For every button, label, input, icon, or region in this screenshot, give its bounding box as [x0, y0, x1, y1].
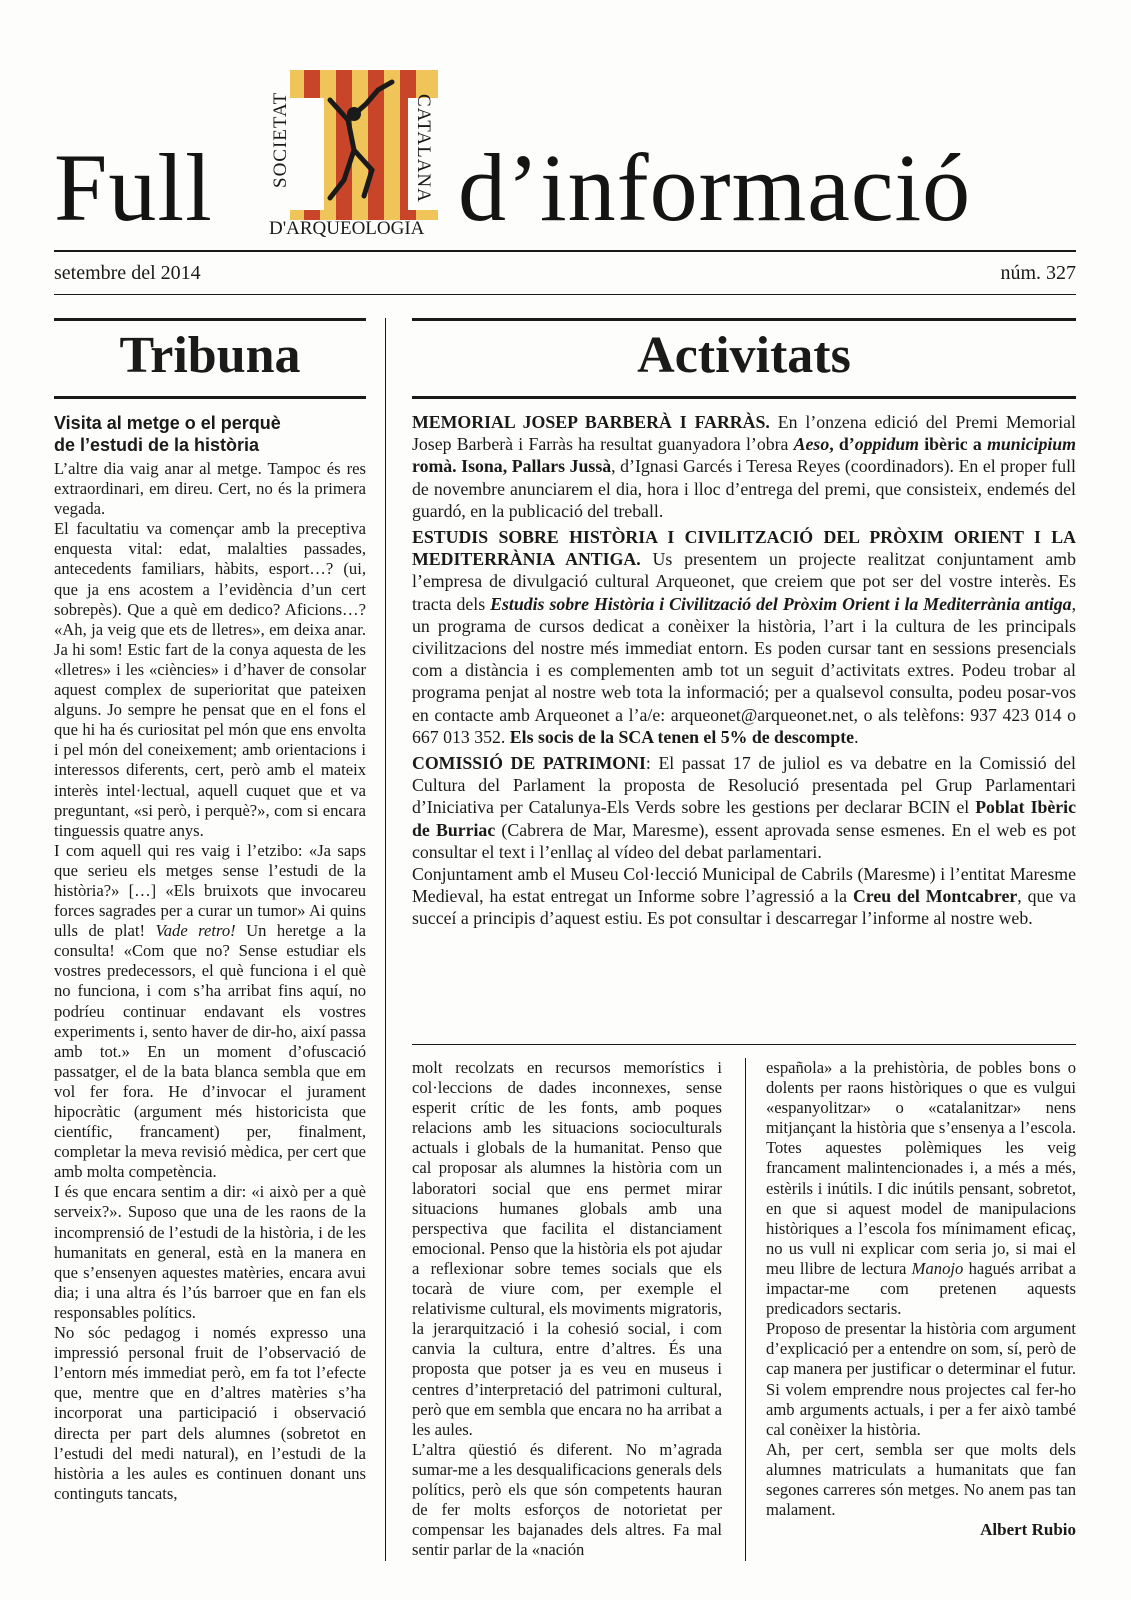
paragraph: El facultatiu va començar amb la preceptiva enquesta vital: edat, malalties passades, antecedents familiars, hàbits, esport…? (ui, que ja ens acostem a l’evidència d’un cert sobrepès). Que a què em dedico? Aficions…? «Ah, ja veig que ets de lletres», em deixa anar. Ja hi som! Estic fart de la conya aquesta de les «lletres» i les «ciències» i d’haver de consolar aquest complex de superioritat que pateixen alguns. Jo sempre he pensat que en el fons el que hi ha és curiositat pel món que ens envolta i pel món del coneixement; amb orientacions i interessos diferents, cert, però amb el mateix interès intel·lectual, aquell cuquet que et va preguntant, «si però, i perquè?», com si encara tinguessis quatre anys. — [54, 519, 366, 840]
paragraph: I és que encara sentim a dir: «i això per a què serveix?». Suposo que una de les raons de la incomprensió de l’estudi de la història, i de les humanitats en general, està en la manera en que s’ensenyen aquestes matèries, encara avui dia; i una altra és l’ús barroer que en fan els responsables polítics. — [54, 1182, 366, 1322]
logo-text-left: SOCIETAT — [270, 91, 291, 188]
activity-estudis: ESTUDIS SOBRE HISTÒRIA I CIVILITZACIÓ DEL PRÒXIM ORIENT I LA MEDITERRÀNIA ANTIGA. Us presentem un projecte realitzat conjuntament amb l’empresa de divulgació cultural Arqueonet, que creiem que pot ser del vostre interès. Es tracta dels Estudis sobre Història i Civilització del Pròxim Orient i la Mediterrània antiga, un programa de cursos dedicat a conèixer la història, l’art i la cultura de les principals civilitzacions del nostre més immediat entorn. Es poden cursar tant en sessions presencials com a distància i es complementen amb tot un seguit d’activitats extres. Podeu trobar al programa penjat al nostre web tota la informació; per a qualsevol consulta, podeu posar-vos en contacte amb Arqueonet a l’a/e: arqueonet@arqueonet.net, o als telèfons: 937 423 014 o 667 013 352. Els socis de la SCA tenen el 5% de descompte. — [412, 527, 1077, 747]
article-title-line-2: de l’estudi de la història — [54, 435, 260, 455]
issue-number: núm. 327 — [1000, 262, 1076, 284]
masthead-title-left: Full — [54, 134, 213, 241]
activitats-section-title: Activitats — [637, 327, 851, 384]
author-signature: Albert Rubio — [980, 1520, 1076, 1540]
logo-text-bottom: D'ARQUEOLOGIA — [269, 218, 425, 238]
column-divider-2 — [745, 1058, 746, 1561]
paragraph: Proposo de presentar la història com argument d’explicació per a entendre on som, sí, però de cap manera per justificar o determinar el futur. Si volem emprendre nous projectes cal fer-ho amb arguments actuals, i per a fer això també cal conèixer la història. — [766, 1319, 1076, 1439]
paragraph: L’altra qüestió és diferent. No m’agrada sumar-me a les desqualificacions generals dels polítics, però els que són competents hauran de fer molts esforços de notorietat per compensar les bajanades dels altres. Fa mal sentir parlar de la «nación — [412, 1439, 722, 1560]
activity-memorial: MEMORIAL JOSEP BARBERÀ I FARRÀS. En l’onzena edició del Premi Memorial Josep Barberà i Farràs ha resultat guanyadora l’obra Aeso, d’oppidum ibèric a municipium romà. Isona, Pallars Jussà, d’Ignasi Garcés i Teresa Reyes (coordinadors). En el proper full de novembre anunciarem el dia, hora i lloc d’entrega del premi, que consisteix, endemés del guardó, en la publicació del treball. — [412, 412, 1076, 521]
activity-montcabrer: Conjuntament amb el Museu Col·lecció Municipal de Cabrils (Maresme) i l’entitat Maresme Medieval, ha estat entregat un Informe sobre l’agressió a la Creu del Montcabrer, que va succeí a principis d’aquest estiu. Es pot consultar i descarregar l’informe al nostre web. — [412, 864, 1076, 929]
tribuna-rule-bottom — [54, 396, 366, 399]
masthead-rule-top — [54, 250, 1076, 252]
activitats-rule-bottom — [412, 396, 1076, 399]
column-divider — [385, 318, 386, 1561]
tribuna-section-title: Tribuna — [119, 327, 301, 384]
paragraph: Ah, per cert, sembla ser que molts dels alumnes matriculats a humanitats que fan segones carreres són metges. No anem pas tan malament. — [766, 1439, 1076, 1520]
tribuna-column-3 — [766, 1058, 1076, 1540]
sca-logo — [268, 70, 446, 238]
article-title-line-1: Visita al metge o el perquè — [54, 413, 281, 433]
activitats-rule-top — [412, 318, 1076, 321]
tribuna-column-2 — [412, 1058, 722, 1560]
masthead-rule-bottom — [54, 294, 1076, 295]
issue-date: setembre del 2014 — [54, 262, 201, 284]
paragraph: molt recolzats en recursos memorístics i col·leccions de dades inconnexes, sense esperit crític de les fonts, amb poques relacions amb les situacions socioculturals actuals i globals de la humanitat. Penso que cal proposar als alumnes la història com un laboratori social que ens permet mirar situacions humanes globals amb una perspectiva que facilita el distanciament emocional. Penso que la història els pot ajudar a reflexionar sobre temes socials que els tocarà de viure com, per exemple el relativisme cultural, els moviments migratoris, la jerarquització i la cohesió social, i com canvia la cultura, entre d’altres. És una proposta que potser ja es veu en museus i centres d’interpretació del patrimoni cultural, però que em sembla que encara no ha arribat a les aules. — [412, 1058, 722, 1439]
activitats-end-rule — [412, 1044, 1076, 1045]
paragraph: No sóc pedagog i només expresso una impressió personal fruit de l’observació de l’entorn més immediat però, em fa tot l’efecte que, mentre que en d’altres matèries s’ha incorporat una participació i observació directa per part dels alumnes (sobretot en l’estudi del medi natural), en l’estudi de la història a les aules es continuen donant uns continguts tancats, — [54, 1323, 366, 1503]
logo-text-right: CATALANA — [413, 94, 434, 203]
tribuna-column-1 — [54, 412, 366, 1504]
masthead-title-right: d’informació — [458, 134, 972, 241]
paragraph: española» a la prehistòria, de pobles bons o dolents per raons històriques o que es vulgui «espanyolitzar» o «catalanitzar» nens mitjançant la història que s’ensenya a l’escola. Totes aquestes polèmiques les veig francament malintencionades i, a més a més, estèrils i inútils. I dic inútils pensant, sobretot, en que si aquest model de manipulacions històriques a l’escola fos mínimament eficaç, no us vull ni explicar com seria jo, si mai el meu llibre de lectura Manojo hagués arribat a impactar-me com pretenen aquests predicadors sectaris. — [766, 1058, 1076, 1319]
paragraph: L’altre dia vaig anar al metge. Tampoc és res extraordinari, em direu. Cert, no és la primera vegada. — [54, 459, 366, 519]
activity-patrimoni: COMISSIÓ DE PATRIMONI: El passat 17 de juliol es va debatre en la Comissió del Cultura del Parlament la proposta de Resolució presentada pel Grup Parlamentari d’Iniciativa per Catalunya-Els Verds sobre les gestions per declarar BCIN el Poblat Ibèric de Burriac (Cabrera de Mar, Maresme), essent aprovada sense esmenes. En el web es pot consultar el text i l’enllaç al vídeo del debat parlamentari. — [412, 753, 1077, 862]
tribuna-rule-top — [54, 318, 366, 321]
paragraph: I com aquell qui res vaig i l’etzibo: «Ja saps que serieu els metges sense l’estudi de la història?» […] «Els bruixots que invocareu forces sagrades per a curar un tumor» Ai quins ulls de plat! Vade retro! Un heretge a la consulta! «Com que no? Sense estudiar els vostres predecessors, el què funciona i el què no funciona, i com s’ha arribat fins aquí, no podríeu continuar endavant els vostres experiments i, sento haver de dir-ho, així passa amb tot.» En un moment d’ofuscació passatger, el de la bata blanca sembla que em vol fer fora. He d’invocar el jurament hipocràtic (argument més historicista que científic, francament) per, finalment, completar la meva revisió mèdica, per cert que amb molta competència. — [54, 840, 366, 1182]
activitats-body — [412, 411, 1076, 934]
